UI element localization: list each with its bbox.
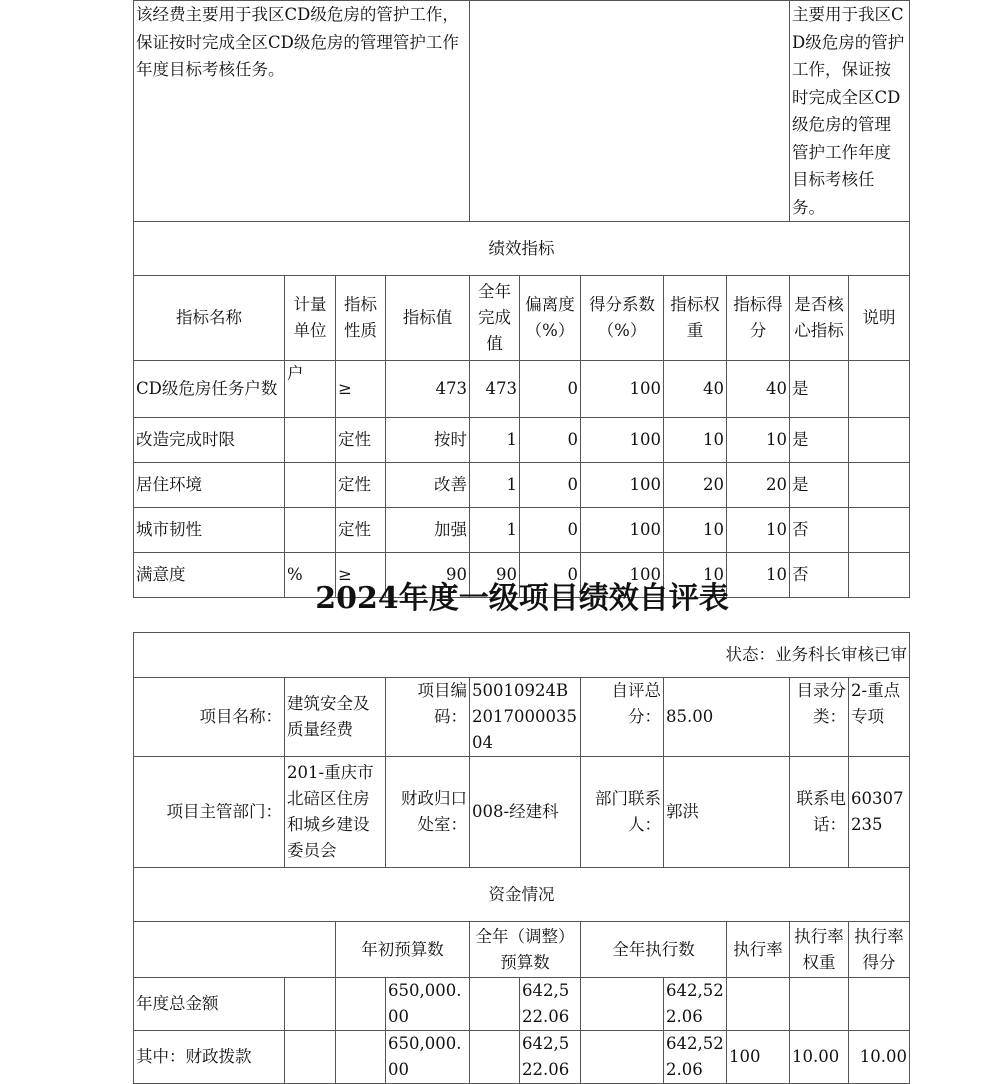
- cell-nature: ≥: [336, 553, 386, 598]
- fund-header-executed: 全年执行数: [581, 922, 727, 978]
- cell-done: 1: [470, 463, 520, 508]
- phone: 60307235: [849, 757, 910, 868]
- project-name-label: 项目名称：: [134, 678, 285, 757]
- fund-row-weight: 10.00: [790, 1031, 849, 1084]
- table-row: [134, 463, 910, 508]
- cell-note: [849, 463, 910, 508]
- project-name: 建筑安全及质量经费: [285, 678, 386, 757]
- cell-unit: %: [285, 553, 336, 598]
- fund-row-adjusted: 642,522.06: [520, 1031, 581, 1084]
- cell-value: 按时: [386, 418, 470, 463]
- dept-label: 项目主管部门：: [134, 757, 285, 868]
- cell-name: 居住环境: [134, 463, 285, 508]
- cell-done: 90: [470, 553, 520, 598]
- cell-value: 加强: [386, 508, 470, 553]
- cell-done: 1: [470, 418, 520, 463]
- header-weight: 指标权重: [664, 276, 727, 361]
- cell-score: 40: [727, 361, 790, 418]
- finance-label: 财政归口处室：: [386, 757, 470, 868]
- contact-label: 部门联系人：: [581, 757, 664, 868]
- header-value: 指标值: [386, 276, 470, 361]
- fund-row-weight: [790, 978, 849, 1031]
- cell-core: 是: [790, 418, 849, 463]
- fund-row-adjusted: 642,522.06: [520, 978, 581, 1031]
- cell-value: 改善: [386, 463, 470, 508]
- cell-done: 1: [470, 508, 520, 553]
- cell-deviation: 0: [520, 418, 581, 463]
- cell-deviation: 0: [520, 553, 581, 598]
- cell-unit: [285, 418, 336, 463]
- cell-unit: [285, 508, 336, 553]
- cell-core: 是: [790, 361, 849, 418]
- cell-note: [849, 508, 910, 553]
- cell-done: 473: [470, 361, 520, 418]
- section-title: 绩效指标: [134, 222, 910, 276]
- header-deviation: 偏离度（%）: [520, 276, 581, 361]
- cell-score: 20: [727, 463, 790, 508]
- fund-row-empty: [336, 978, 386, 1031]
- fund-row-empty: [336, 1031, 386, 1084]
- fund-header-weight: 执行率权重: [790, 922, 849, 978]
- cell-name: 改造完成时限: [134, 418, 285, 463]
- description-left: 该经费主要用于我区CD级危房的管护工作，保证按时完成全区CD级危房的管理管护工作年度目标考核任务。: [134, 1, 470, 222]
- cell-value: 90: [386, 553, 470, 598]
- cell-coefficient: 100: [581, 418, 664, 463]
- cell-nature: 定性: [336, 463, 386, 508]
- header-score: 指标得分: [727, 276, 790, 361]
- description-middle-empty: [470, 1, 790, 222]
- cell-deviation: 0: [520, 508, 581, 553]
- cell-nature: 定性: [336, 418, 386, 463]
- table-row: [134, 978, 910, 1031]
- fund-row-score: [849, 978, 910, 1031]
- cell-core: 否: [790, 508, 849, 553]
- fund-row-label: 其中：财政拨款: [134, 1031, 285, 1084]
- cell-weight: 10: [664, 418, 727, 463]
- header-done: 全年完成值: [470, 276, 520, 361]
- cell-name: 城市韧性: [134, 508, 285, 553]
- cell-weight: 10: [664, 508, 727, 553]
- table-row: [134, 508, 910, 553]
- contact: 郭洪: [664, 757, 790, 868]
- table-row: [134, 1031, 910, 1084]
- fund-row-rate: 100: [727, 1031, 790, 1084]
- cell-weight: 10: [664, 553, 727, 598]
- description-right: 主要用于我区CD级危房的管护工作，保证按时完成全区CD级危房的管理管护工作年度目标考核任务。: [790, 1, 910, 222]
- project-code: 50010924B201700003504: [470, 678, 581, 757]
- cell-coefficient: 100: [581, 553, 664, 598]
- fund-header-rate: 执行率: [727, 922, 790, 978]
- fund-row-label: 年度总金额: [134, 978, 285, 1031]
- fund-row-empty: [470, 978, 520, 1031]
- header-nature: 指标性质: [336, 276, 386, 361]
- funds-title: 资金情况: [134, 868, 910, 922]
- cell-unit: 户: [285, 361, 336, 418]
- cell-note: [849, 418, 910, 463]
- cell-weight: 40: [664, 361, 727, 418]
- header-note: 说明: [849, 276, 910, 361]
- fund-header-empty: [134, 922, 336, 978]
- header-coefficient: 得分系数（%）: [581, 276, 664, 361]
- performance-indicator-table: [133, 0, 910, 598]
- cell-nature: 定性: [336, 508, 386, 553]
- fund-header-initial: 年初预算数: [336, 922, 470, 978]
- cell-note: [849, 361, 910, 418]
- page-title: 2024年度一级项目绩效自评表: [315, 581, 729, 616]
- dept: 201-重庆市北碚区住房和城乡建设委员会: [285, 757, 386, 868]
- fund-row-executed: 642,522.06: [664, 1031, 727, 1084]
- project-code-label: 项目编码：: [386, 678, 470, 757]
- cell-core: 是: [790, 463, 849, 508]
- cell-core: 否: [790, 553, 849, 598]
- fund-row-rate: [727, 978, 790, 1031]
- cell-deviation: 0: [520, 463, 581, 508]
- finance: 008-经建科: [470, 757, 581, 868]
- fund-row-initial: 650,000.00: [386, 1031, 470, 1084]
- header-unit: 计量单位: [285, 276, 336, 361]
- cell-unit: [285, 463, 336, 508]
- header-core: 是否核心指标: [790, 276, 849, 361]
- phone-label: 联系电话：: [790, 757, 849, 868]
- cell-name: CD级危房任务户数: [134, 361, 285, 418]
- catalog: 2-重点专项: [849, 678, 910, 757]
- cell-coefficient: 100: [581, 508, 664, 553]
- catalog-label: 目录分类：: [790, 678, 849, 757]
- fund-row-empty: [581, 978, 664, 1031]
- cell-name: 满意度: [134, 553, 285, 598]
- fund-row-empty: [285, 1031, 336, 1084]
- self-score-label: 自评总分：: [581, 678, 664, 757]
- self-score: 85.00: [664, 678, 790, 757]
- project-self-evaluation-table: [133, 632, 910, 1084]
- cell-deviation: 0: [520, 361, 581, 418]
- fund-row-executed: 642,522.06: [664, 978, 727, 1031]
- fund-header-adjusted: 全年（调整）预算数: [470, 922, 581, 978]
- table-row: [134, 418, 910, 463]
- fund-row-initial: 650,000.00: [386, 978, 470, 1031]
- cell-score: 10: [727, 418, 790, 463]
- header-indicator-name: 指标名称: [134, 276, 285, 361]
- table-row: [134, 361, 910, 418]
- fund-row-empty: [285, 978, 336, 1031]
- cell-score: 10: [727, 553, 790, 598]
- cell-coefficient: 100: [581, 361, 664, 418]
- cell-score: 10: [727, 508, 790, 553]
- cell-coefficient: 100: [581, 463, 664, 508]
- fund-row-empty: [470, 1031, 520, 1084]
- fund-row-score: 10.00: [849, 1031, 910, 1084]
- cell-nature: ≥: [336, 361, 386, 418]
- cell-value: 473: [386, 361, 470, 418]
- fund-row-empty: [581, 1031, 664, 1084]
- fund-header-score: 执行率得分: [849, 922, 910, 978]
- cell-weight: 20: [664, 463, 727, 508]
- review-status: 状态：业务科长审核已审: [134, 633, 910, 678]
